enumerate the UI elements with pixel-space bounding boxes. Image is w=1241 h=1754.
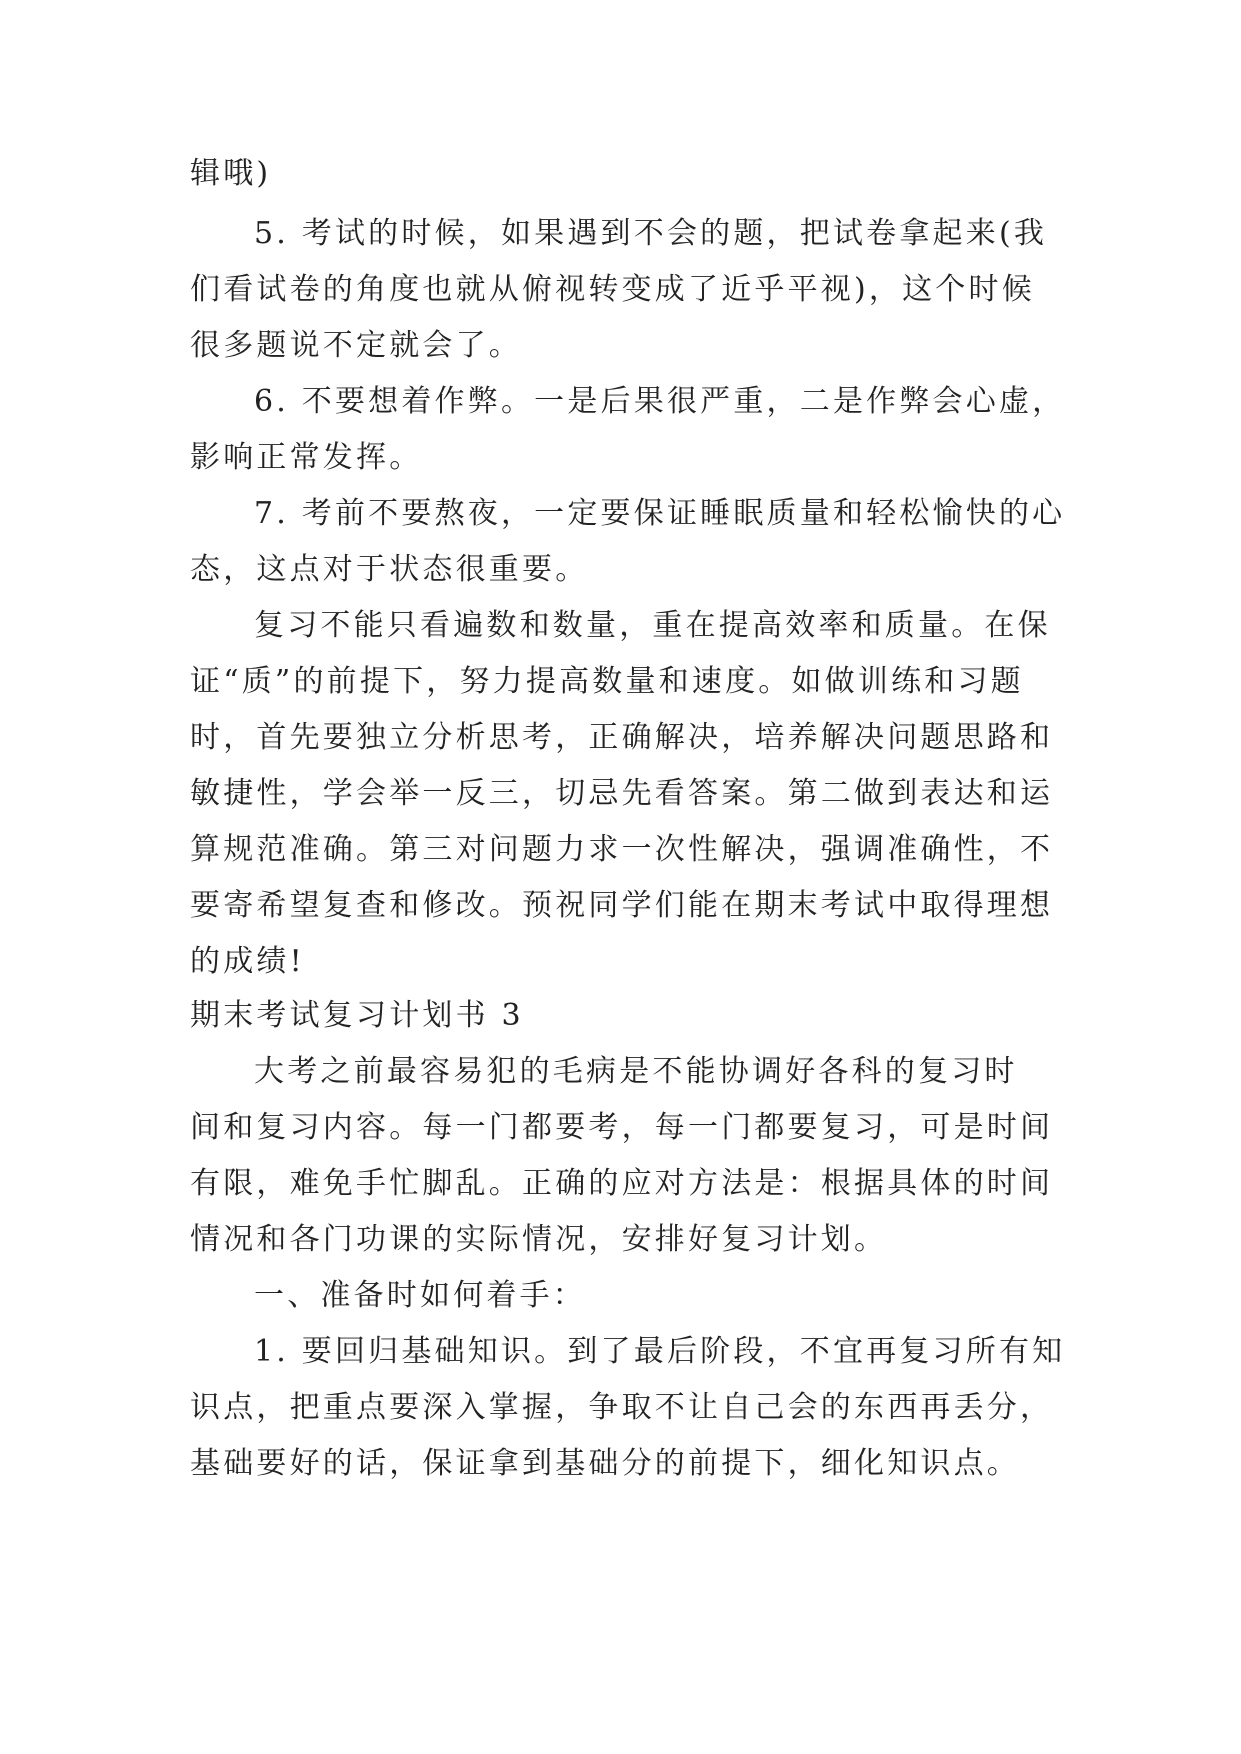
text-line: 有限，难免手忙脚乱。正确的应对方法是：根据具体的时间 [190,1166,1054,1201]
text-line: 基础要好的话，保证拿到基础分的前提下，细化知识点。 [190,1446,1020,1481]
paragraph-start: 大考之前最容易犯的毛病是不能协调好各科的复习时 [254,1054,1018,1089]
subheading: 一、准备时如何着手： [254,1278,586,1313]
text-line: 情况和各门功课的实际情况，安排好复习计划。 [190,1222,888,1257]
list-item-7: 7. 考前不要熬夜，一定要保证睡眠质量和轻松愉快的心 [254,496,1066,531]
paragraph-start: 复习不能只看遍数和数量，重在提高效率和质量。在保 [254,608,1051,643]
text-line: 算规范准确。第三对问题力求一次性解决，强调准确性，不 [190,832,1054,867]
text-line: 很多题说不定就会了。 [190,328,522,363]
list-item-1: 1. 要回归基础知识。到了最后阶段，不宜再复习所有知 [254,1334,1066,1369]
text-line: 态，这点对于状态很重要。 [190,552,589,587]
text-line: 的成绩! [190,944,305,979]
list-item-6: 6. 不要想着作弊。一是后果很严重，二是作弊会心虚， [254,384,1066,419]
text-line: 间和复习内容。每一门都要考，每一门都要复习，可是时间 [190,1110,1054,1145]
text-line: 证“质”的前提下，努力提高数量和速度。如做训练和习题 [190,664,1024,699]
text-line: 影响正常发挥。 [190,440,423,475]
text-line: 辑哦) [190,156,272,191]
text-line: 敏捷性，学会举一反三，切忌先看答案。第二做到表达和运 [190,776,1054,811]
list-item-5: 5. 考试的时候，如果遇到不会的题，把试卷拿起来(我 [254,216,1048,251]
text-line: 识点，把重点要深入掌握，争取不让自己会的东西再丢分， [190,1390,1054,1425]
text-line: 时，首先要独立分析思考，正确解决，培养解决问题思路和 [190,720,1054,755]
text-line: 们看试卷的角度也就从俯视转变成了近乎平视)，这个时候 [190,272,1035,307]
text-line: 要寄希望复查和修改。预祝同学们能在期末考试中取得理想 [190,888,1054,923]
section-heading: 期末考试复习计划书 3 [190,998,524,1033]
